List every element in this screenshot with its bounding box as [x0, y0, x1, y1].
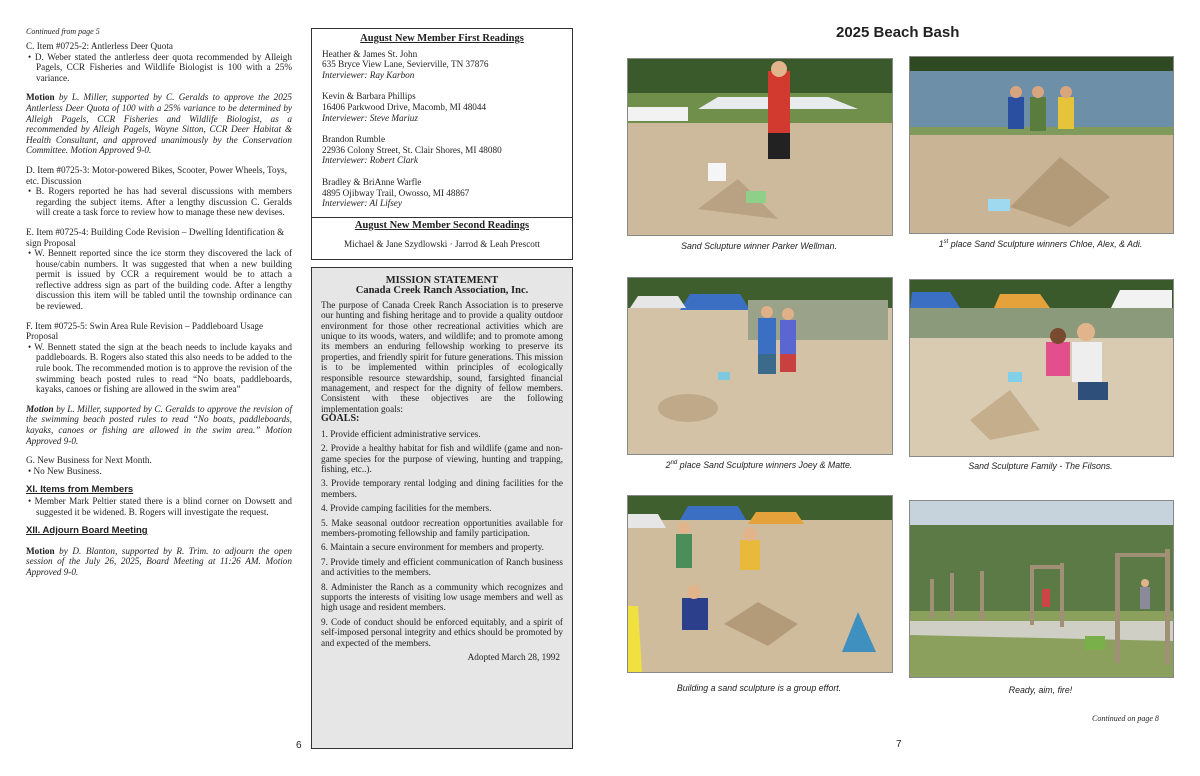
minutes-column — [26, 41, 292, 587]
photo-parker-wellman — [627, 58, 893, 236]
motion-text: by L. Miller, supported by C. Geralds to approve the revision of the swimming beach posted rules to read “No boats, paddleboards, kayaks, canoes or fishing are allowed in the swim area.” Motion Approved 9-0. — [26, 403, 292, 446]
goal-item: 5. Make seasonal outdoor recreation opportunities available for members-promoting fellowship and family participation. — [321, 517, 563, 538]
item-e-title: E. Item #0725-4: Building Code Revision – Dwelling Identification & sign Proposal — [26, 226, 285, 248]
photo-filson-family — [909, 279, 1174, 457]
caption-ordinal: nd — [670, 460, 678, 467]
photo-ready-aim-fire — [909, 500, 1174, 678]
member-name: Heather & James St. John — [322, 48, 418, 59]
caption-photo-4: Sand Sculpture Family - The Filsons. — [968, 461, 1113, 471]
mission-body: The purpose of Canada Creek Ranch Association is to preserve our hunting and fishing heritage and to provide a quality outdoor environment for those other recreational activities which are unique to its woods, waters, and wildlife; and to promote among its members an enduring fellowship working to preserve its properties, and friendly spirit for future generations. This mission is to be implemented within principles of ecologically responsible resource stewardship, sound, farsighted financial management, and respect for the dignity of fellow members. Consistent with these objectives are the following implementation goals: — [321, 299, 563, 414]
photo-scene — [910, 57, 1173, 233]
item-d-title: D. Item #0725-3: Motor-powered Bikes, Scooter, Power Wheels, Toys, etc. Discussion — [26, 164, 288, 186]
mission-statement-box — [311, 267, 573, 749]
motion-label: Motion — [26, 92, 55, 103]
caption-number: 1 — [938, 239, 944, 249]
section-items-from-members: XI. Items from Members — [26, 484, 134, 496]
beach-bash-title: 2025 Beach Bash — [836, 24, 960, 41]
continued-on-note: Continued on page 8 — [1092, 714, 1159, 723]
item-g-bullet: • No New Business. — [28, 465, 102, 476]
mission-title: MISSION STATEMENT — [385, 275, 499, 286]
item-f-bullet: • W. Bennett stated the sign at the beach needs to include kayaks and paddleboards. B. Rogers also stated this also needs to be added to the rule book. The recommended motion is to approve the revision of the swimming beach posted rules to read “No boats, paddleboards, kayaks, canoes or fishing are allowed in the swim area” — [28, 341, 292, 395]
caption-photo-2 — [909, 239, 1172, 249]
member-address: 4895 Ojibway Trail, Owosso, MI 48867 — [322, 187, 470, 198]
photo-scene — [628, 496, 892, 672]
goal-item: 4. Provide camping facilities for the members. — [321, 503, 492, 514]
new-members-box — [311, 28, 573, 260]
member-interviewer: Interviewer: Al Lifsey — [322, 198, 402, 209]
motion-label: Motion — [26, 403, 54, 414]
caption-photo-1: Sand Sclupture winner Parker Wellman. — [681, 241, 837, 251]
item-f-title: F. Item #0725-5: Swin Area Rule Revision – Paddleboard Usage Proposal — [26, 320, 264, 342]
member-entry — [322, 49, 562, 81]
caption-text: place Sand Sculpture winners Joey & Matte. — [679, 460, 853, 470]
motion-label: Motion — [26, 545, 55, 556]
motion-adjourn — [26, 546, 292, 578]
photo-group-effort — [627, 495, 893, 673]
goal-item: 1. Provide efficient administrative services. — [321, 428, 481, 439]
member-address: 635 Bryce View Lane, Sevierville, TN 37876 — [322, 59, 489, 70]
member-entry — [322, 134, 562, 166]
item-c-bullet: • D. Weber stated the antlerless deer quota recommended by Alleigh Pagels, CCR Fisheries and Wildlife Biologist is 100 with a 25% variance. — [28, 51, 292, 83]
goal-item: 8. Administer the Ranch as a community which recognizes and supports the interests of visiting low usage members and well as high usage and resident members. — [321, 581, 563, 613]
second-readings-list: Michael & Jane Szydlowski · Jarrod & Leah Prescott — [344, 239, 540, 250]
second-readings-title: August New Member Second Readings — [354, 219, 530, 231]
goal-item: 9. Code of conduct should be enforced equitably, and a spirit of self-imposed personal integrity and ethics should be promoted by and expected of the members. — [321, 616, 563, 648]
goal-item: 7. Provide timely and efficient communication of Ranch business and activities to the members. — [321, 556, 563, 578]
item-c-title: C. Item #0725-2: Antlerless Deer Quota — [26, 41, 173, 51]
member-interviewer: Interviewer: Ray Karbon — [322, 69, 415, 80]
motion-swim-rules — [26, 404, 292, 446]
photo-scene — [628, 59, 892, 235]
motion-text: by D. Blanton, supported by R. Trim. to adjourn the open session of the July 26, 2025, Board Meeting at 11:26 AM. Motion Approved 9-0. — [26, 545, 292, 577]
motion-deer-quota — [26, 92, 292, 156]
page-number-right: 7 — [896, 739, 902, 750]
motion-text: by L. Miller, supported by C. Geralds to approve the 2025 Antlerless Deer Quota of 100 with a 25% variance to be determined by Alleigh Pagels, CCR Fisheries and Wildlife Biologist, as a recommended by Alleigh Pagels, Wayne Sitton, CCR Deer Habitat & Health Consultant, and approved unanimously by the Conservation Committee. Motion Approved 9-0. — [26, 92, 292, 156]
goal-item: 3. Provide temporary rental lodging and dining facilities for the members. — [321, 478, 563, 499]
caption-photo-3 — [627, 460, 891, 470]
member-entry — [322, 91, 562, 123]
page-number-left: 6 — [296, 740, 302, 751]
caption-ordinal: st — [943, 239, 949, 246]
caption-photo-6: Ready, aim, fire! — [1008, 685, 1073, 695]
member-entry — [322, 177, 562, 209]
photo-scene — [628, 278, 892, 454]
section-11-bullet: • Member Mark Peltier stated there is a blind corner on Dowsett and suggested it be widened. B. Rogers will investigate the request. — [28, 495, 292, 517]
members-divider — [312, 217, 572, 218]
member-name: Brandon Rumble — [322, 134, 386, 145]
caption-photo-5: Building a sand sculpture is a group effort. — [676, 683, 842, 693]
caption-text: place Sand Sculpture winners Chloe, Alex, & Adi. — [950, 239, 1143, 249]
section-adjourn: XII. Adjourn Board Meeting — [26, 525, 148, 537]
goals-heading: GOALS: — [321, 413, 360, 425]
item-e-bullet: • W. Bennett reported since the ice storm they discovered the lack of house/cabin numbers. It was suggested that when a new building permit is issued by CCR a requirement would be to attach a reflective address sign as part of the building code. After a lengthy discussion this item will be tabled until the township ordinance can be reviewed. — [28, 248, 292, 312]
item-g-title: G. New Business for Next Month. — [26, 455, 152, 466]
caption-number: 2 — [665, 460, 671, 470]
photo-joey-matte — [627, 277, 893, 455]
member-interviewer: Interviewer: Steve Mariuz — [322, 112, 418, 123]
continued-from-note: Continued from page 5 — [26, 27, 100, 36]
member-name: Kevin & Barbara Phillips — [322, 91, 416, 102]
member-address: 22936 Colony Street, St. Clair Shores, MI 48080 — [322, 144, 502, 155]
photo-chloe-alex-adi — [909, 56, 1174, 234]
adopted-date: Adopted March 28, 1992 — [467, 652, 560, 662]
goal-item: 6. Maintain a secure environment for members and property. — [321, 542, 544, 553]
photo-scene — [910, 501, 1173, 677]
member-name: Bradley & BriAnne Warfle — [322, 176, 422, 187]
first-readings-title: August New Member First Readings — [360, 33, 524, 44]
member-interviewer: Interviewer: Robert Clark — [322, 155, 418, 166]
first-readings-list — [312, 45, 572, 217]
photo-scene — [910, 280, 1173, 456]
mission-org: Canada Creek Ranch Association, Inc. — [355, 285, 529, 297]
goal-item: 2. Provide a healthy habitat for fish and wildlife (game and non-game species for the purpose of viewing, hunting and trapping, fishing, etc..). — [321, 443, 563, 474]
member-address: 16406 Parkwood Drive, Macomb, MI 48044 — [322, 101, 487, 112]
item-d-bullet: • B. Rogers reported he has had several discussions with members regarding the subject items. After a lengthy discussion C. Geralds will create a task force to review how to manage these new devises. — [28, 186, 292, 218]
